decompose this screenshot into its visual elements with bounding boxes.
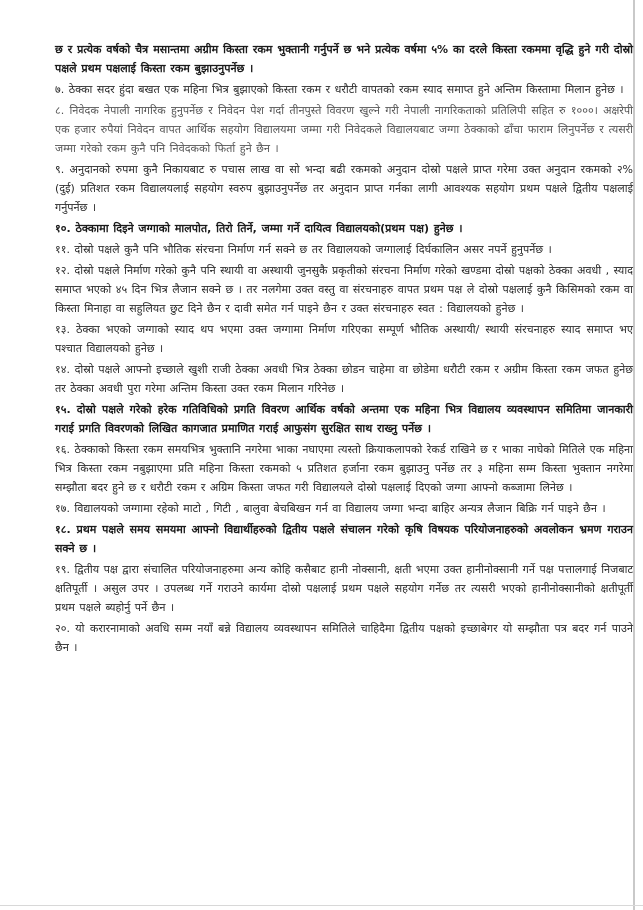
- clause-8: ८. निवेदक नेपाली नागरिक हुनुपर्नेछ र निवेदन पेश गर्दा तीनपुस्ते विवरण खुल्ने गरी नेपाली नागरिकताको प्रतिलिपी सहित रु १०००। अक्षरेपी एक हजार रुपैयां निवेदन वापत आर्थिक सहयोग विद्यालयमा जम्मा गरी निवेदकले विद्यालयबाट जग्गा ठेक्काको ढाँचा फाराम लिनुपर्नेछ र त्यसरी जम्मा गरेको रकम कुनै पनि निवेदकको फिर्ता हुने छैन ।: [55, 104, 633, 155]
- clause-9: ९. अनुदानको रुपमा कुनै निकायबाट रु पचास लाख वा सो भन्दा बढी रकमको अनुदान दोस्रो पक्षले प्राप्त गरेमा उक्त अनुदान रकमको २% (दुई) प्रतिशत रकम विद्यालयलाई सहयोग स्वरुप बुझाउनुपर्नेछ तर अनुदान प्राप्त गर्नका लागी आवश्यक सहयोग प्रथम पक्षले द्वितीय पक्षलाई गर्नुपर्नेछ ।: [55, 163, 633, 214]
- clause-6-continuation: छ र प्रत्येक वर्षको चैत्र मसान्तमा अग्रीम किस्ता रकम भुक्तानी गर्नुपर्ने छ भने प्रत्येक वर्षमा ५% का दरले किस्ता रकममा वृद्धि हुने गरी दोस्रो पक्षले प्रथम पक्षलाई किस्ता रकम बुझाउनुपर्नेछ ।: [55, 43, 633, 75]
- clause-13: १३. ठेक्का भएको जग्गाको स्याद थप भएमा उक्त जग्गामा निर्माण गरिएका सम्पूर्ण भौतिक अस्थायी/ स्थायी संरचनाहरु स्याद समाप्त भए पश्चात विद्यालयको हुनेछ ।: [55, 323, 633, 355]
- clause-11: ११. दोस्रो पक्षले कुनै पनि भौतिक संरचना निर्माण गर्न सक्ने छ तर विद्यालयको जग्गालाई दिर्घकालिन असर नपर्ने हुनुपर्नेछ ।: [55, 243, 552, 256]
- clause-12: १२. दोस्रो पक्षले निर्माण गरेको कुनै पनि स्थायी वा अस्थायी जुनसुकै प्रकृतीको संरचना निर्माण गरेको खण्डमा दोस्रो पक्षको ठेक्का अवधी , स्याद समाप्त भएको ४५ दिन भित्र लैजान सक्ने छ । तर नलगेमा उक्त वस्तु वा संरचनाहरु वापत प्रथम पक्ष ले दोस्रो पक्षलाई कुनै किसिमको रकम वा किस्ता मिनाहा वा सहुलियत छुट दिने छैन र दावी समेत गर्न पाइने छैन र उक्त संरचनाहरु स्वत : विद्यालयको हुनेछ ।: [55, 264, 634, 315]
- clause-15: १५. दोस्रो पक्षले गरेको हरेक गतिविधिको प्रगति विवरण आर्थिक वर्षको अन्तमा एक महिना भित्र विद्यालय व्यवस्थापन समितिमा जानकारी गराई प्रगति विवरणको लिखित कागजात प्रमाणित गराई आफुसंग सुरक्षित साथ राख्नु पर्नेछ ।: [55, 403, 633, 435]
- clause-14: १४. दोस्रो पक्षले आफ्नो इच्छाले खुशी राजी ठेक्का अवधी भित्र ठेक्का छोडन चाहेमा वा छोडेमा धरौटी रकम र अग्रीम किस्ता रकम जफत हुनेछ तर ठेक्का अवधी पुरा गरेमा अन्तिम किस्ता उक्त रकम मिलान गरिनेछ ।: [55, 363, 633, 395]
- clause-20: २०. यो करारनामाको अवधि सम्म नयाँ बन्ने विद्यालय व्यवस्थापन समितिले चाहिदैमा द्वितीय पक्षको इच्छाबेगर यो सम्झौता पत्र बदर गर्न पाउने छैन ।: [55, 622, 633, 654]
- page-edge-shadow: [633, 0, 635, 910]
- page-bottom-edge: [0, 905, 643, 906]
- clause-19: १९. द्वितीय पक्ष द्वारा संचालित परियोजनाहरुमा अन्य कोहि कसैबाट हानी नोक्सानी, क्षती भएमा उक्त हानीनोक्सानी गर्ने पक्ष पत्तालगाई निजबाट क्षतिपूर्ती । असुल उपर । उपलब्ध गर्ने गराउने कार्यमा दोस्रो पक्षलाई प्रथम पक्षले सहयोग गर्नेछ तर त्यसरी भएको हानीनोक्सानीको क्षतीपूर्ती प्रथम पक्षले ब्यहोर्नु पर्ने छैन ।: [55, 563, 633, 614]
- clause-17: १७. विद्यालयको जग्गामा रहेको माटो , गिटी , बालुवा बेचबिखन गर्न वा विद्यालय जग्गा भन्दा बाहिर अन्यत्र लैजान बिक्रि गर्न पाइने छैन ।: [55, 502, 606, 515]
- clause-18: १८. प्रथम पक्षले समय समयमा आफ्नो विद्यार्थीहरुको द्वितीय पक्षले संचालन गरेको कृषि विषयक परियोजनाहरुको अवलोकन भ्रमण गराउन सक्ने छ ।: [55, 523, 633, 555]
- clause-16: १६. ठेक्काको किस्ता रकम समयभित्र भुक्तानि नगरेमा भाका नघाएमा त्यस्तो क्रियाकलापको रेकर्ड राखिने छ र भाका नाघेको मितिले एक महिना भित्र किस्ता रकम नबुझाएमा प्रति महिना किस्ता रकमको ५ प्रतिशत हर्जाना रकम बुझाउनु पर्नेछ तर ३ महिना सम्म किस्ता भुक्तान नगरेमा सम्झौता बदर हुने छ र धरौटी रकम र अग्रिम किस्ता जफत गरी विद्यालयले दोस्रो पक्षलाई दिएको जग्गा आफ्नो कब्जामा लिनेछ ।: [55, 443, 633, 494]
- clause-10: १०. ठेक्कामा दिइने जग्गाको मालपोत, तिरो तिर्ने, जम्मा गर्ने दायित्व विद्यालयको(प्रथम पक्ष) हुनेछ ।: [55, 222, 463, 235]
- document-body: [55, 40, 633, 659]
- clause-7: ७. ठेक्का सदर हुंदा बखत एक महिना भित्र बुझाएको किस्ता रकम र धरौटी वापतको रकम स्याद समाप्त हुने अन्तिम किस्तामा मिलान हुनेछ ।: [55, 83, 624, 96]
